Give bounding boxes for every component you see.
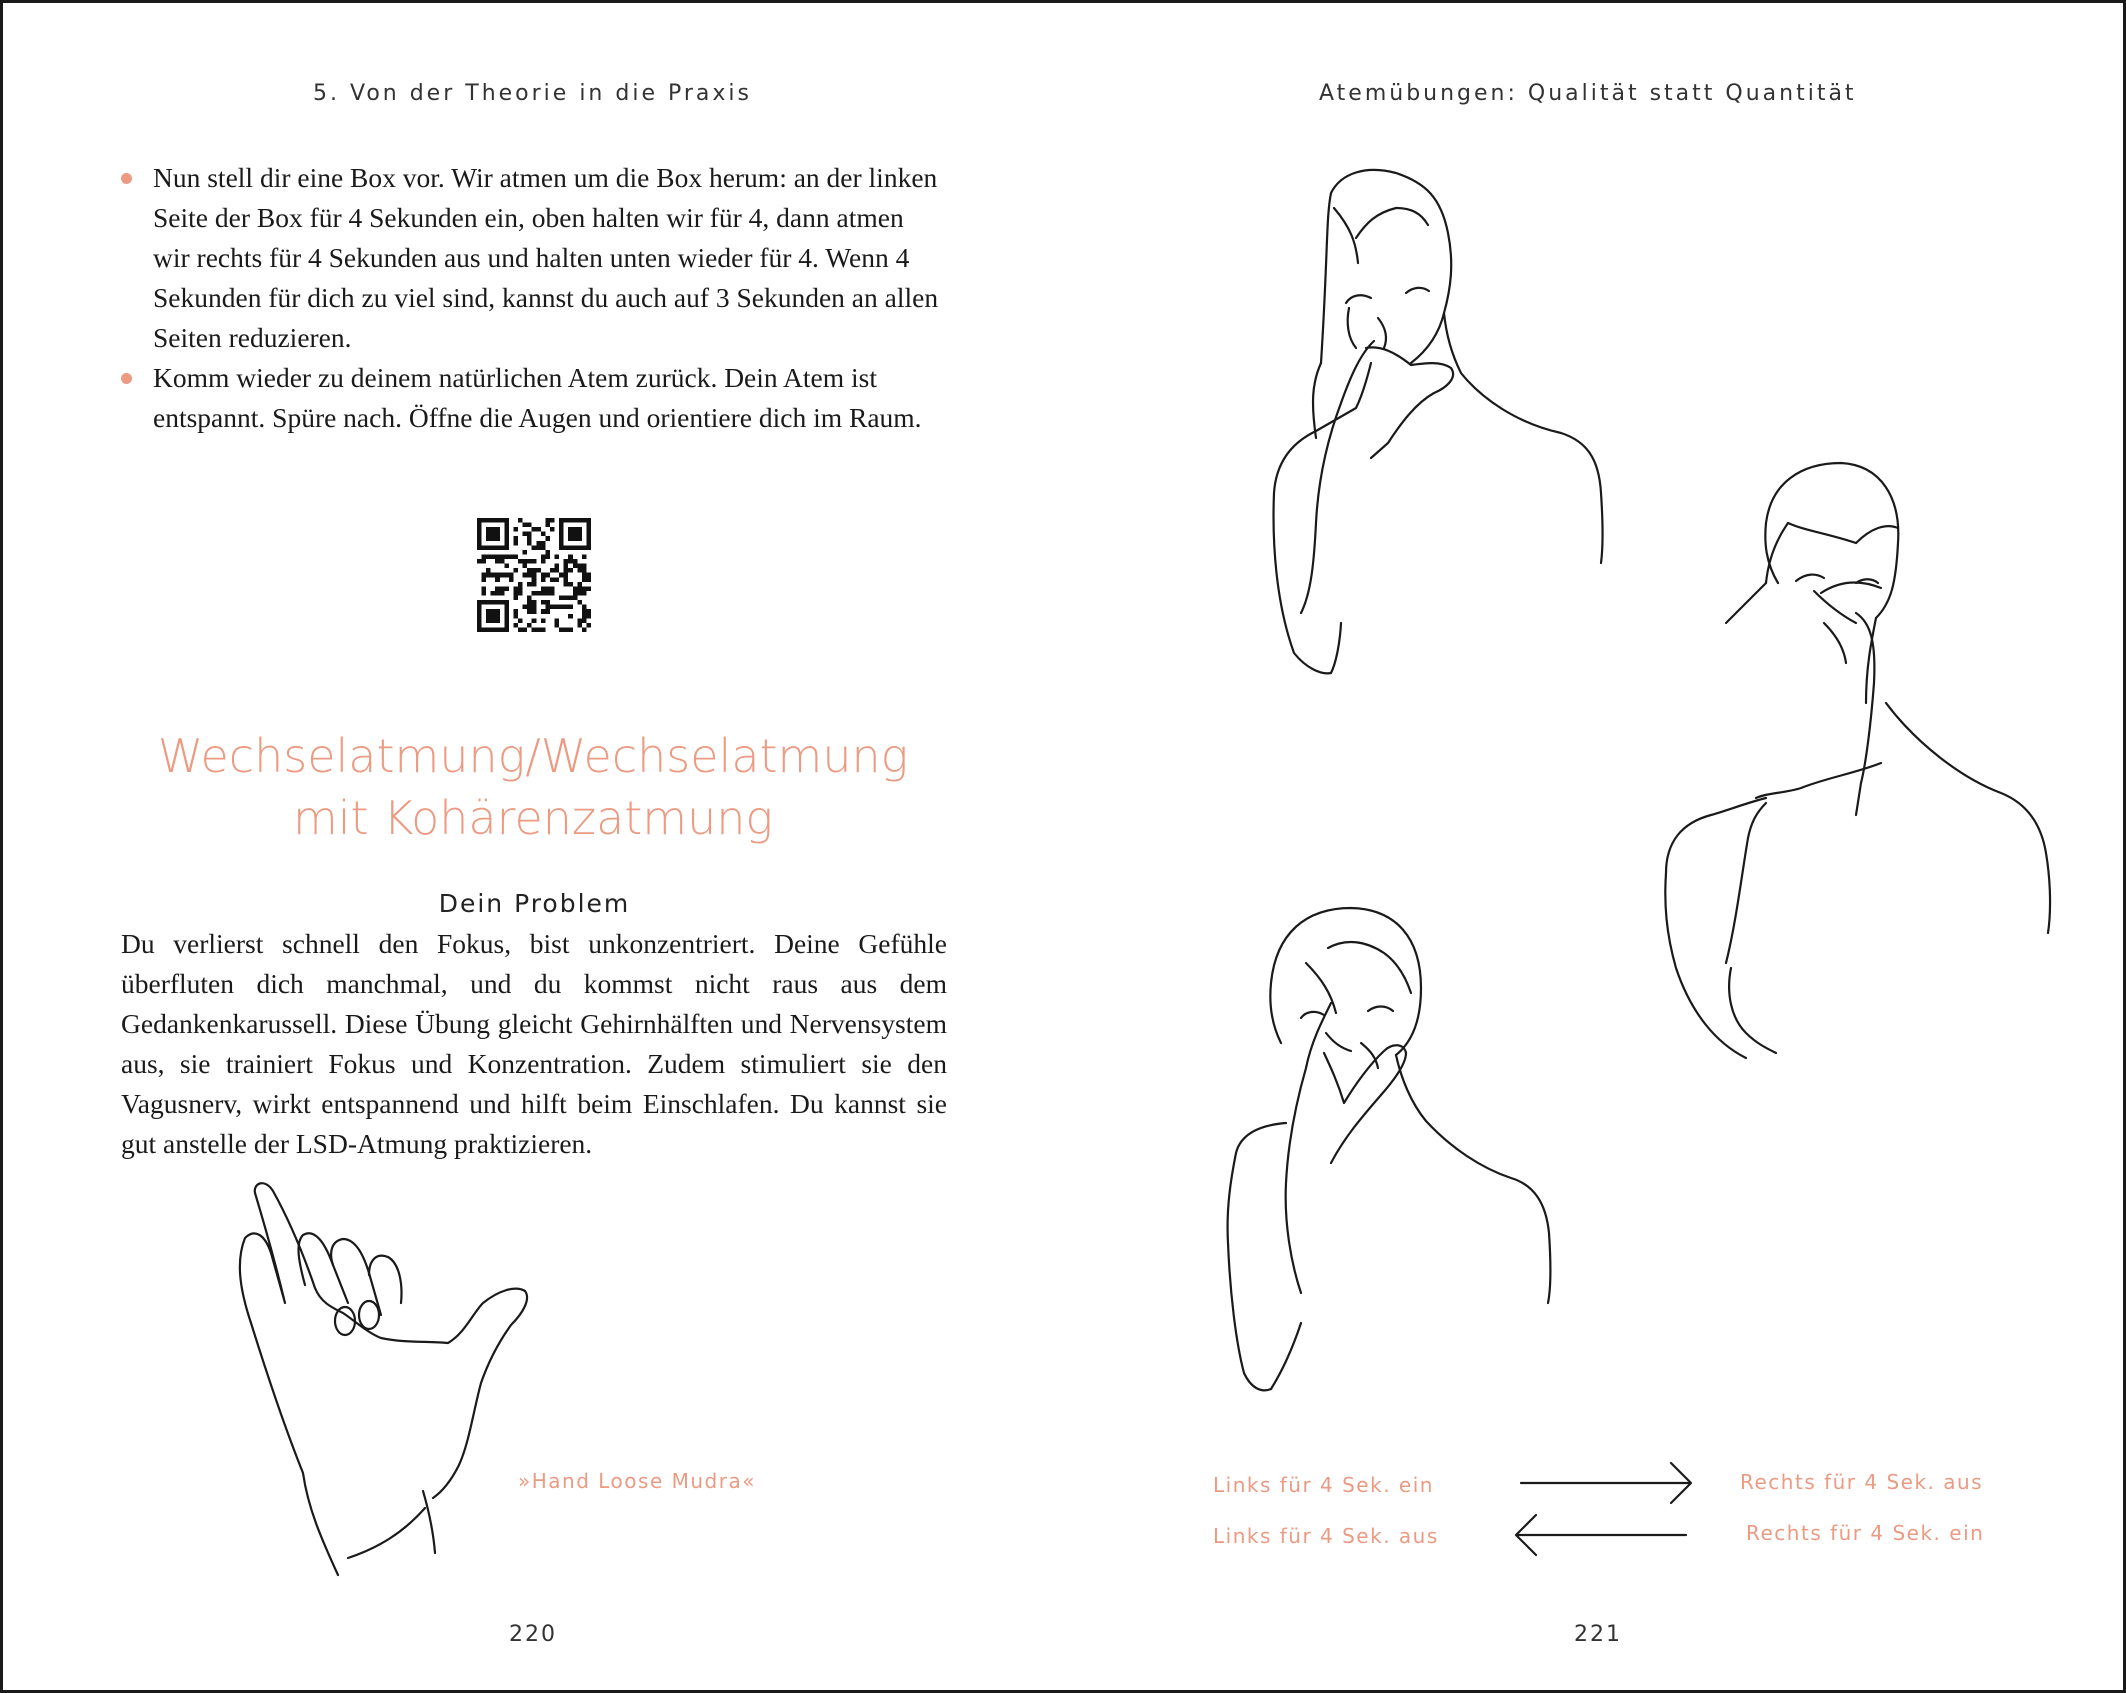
- bullet-text: Nun stell dir eine Box vor. Wir atmen um die Box herum: an der linken Seite der Box für 4 Sekunden ein, oben halten wir für 4, dann atmen wir rechts für 4 Sekunden aus und halten unten wieder für 4. Wenn 4 Sekunden für dich zu viel sind, kannst du auch auf 3 Sekunden an allen Seiten reduzieren.: [153, 162, 939, 353]
- left-page: [3, 3, 1066, 1690]
- caption-right-out: Rechts für 4 Sek. aus: [1740, 1470, 1984, 1494]
- section-title-line-1: Wechselatmung/Wechselatmung: [157, 729, 909, 783]
- mudra-caption: »Hand Loose Mudra«: [518, 1469, 756, 1493]
- subheading: Dein Problem: [438, 889, 631, 918]
- section-title-line-2: mit Kohärenzatmung: [292, 791, 774, 845]
- figure-middle-icon: [1665, 463, 2050, 1058]
- hand-outline-icon: [240, 1183, 527, 1575]
- right-page: [1066, 3, 2123, 1690]
- body-paragraph: Du verlierst schnell den Fokus, bist unkonzentriert. Deine Gefühle überfluten dich manchmal, und du kommst nicht raus aus dem Gedankenkarussell. Diese Übung gleicht Gehirnhälften und Nervensystem aus, sie trainiert Fokus und Konzentration. Zudem stimuliert sie den Vagusnerv, wirkt entspannend und hilft beim Einschlafen. Du kannst sie gut anstelle der LSD-Atmung praktizieren.: [121, 928, 947, 1159]
- running-head-left: 5. Von der Theorie in die Praxis: [313, 81, 752, 106]
- arrow-right-icon: [1521, 1463, 1691, 1503]
- figure-top-icon: [1274, 170, 1603, 673]
- page-number-right: 221: [1574, 1622, 1622, 1647]
- hand-mudra-illustration: [3, 3, 1066, 1690]
- little-finger-icon: [369, 1256, 401, 1303]
- figure-bottom-icon: [1228, 908, 1551, 1390]
- breathing-figures-illustration: [1066, 3, 2123, 1690]
- page-number-left: 220: [509, 1622, 557, 1647]
- bullet-text: Komm wieder zu deinem natürlichen Atem zurück. Dein Atem ist entspannt. Spüre nach. Öffne die Augen und orientiere dich im Raum.: [153, 362, 922, 433]
- middle-finger-icon: [299, 1233, 348, 1303]
- caption-right-in: Rechts für 4 Sek. ein: [1746, 1521, 1985, 1545]
- caption-left-in: Links für 4 Sek. ein: [1213, 1473, 1434, 1497]
- caption-left-out: Links für 4 Sek. aus: [1213, 1524, 1439, 1548]
- arrow-left-icon: [1516, 1515, 1686, 1555]
- running-head-right: Atemübungen: Qualität statt Quantität: [1319, 81, 1857, 106]
